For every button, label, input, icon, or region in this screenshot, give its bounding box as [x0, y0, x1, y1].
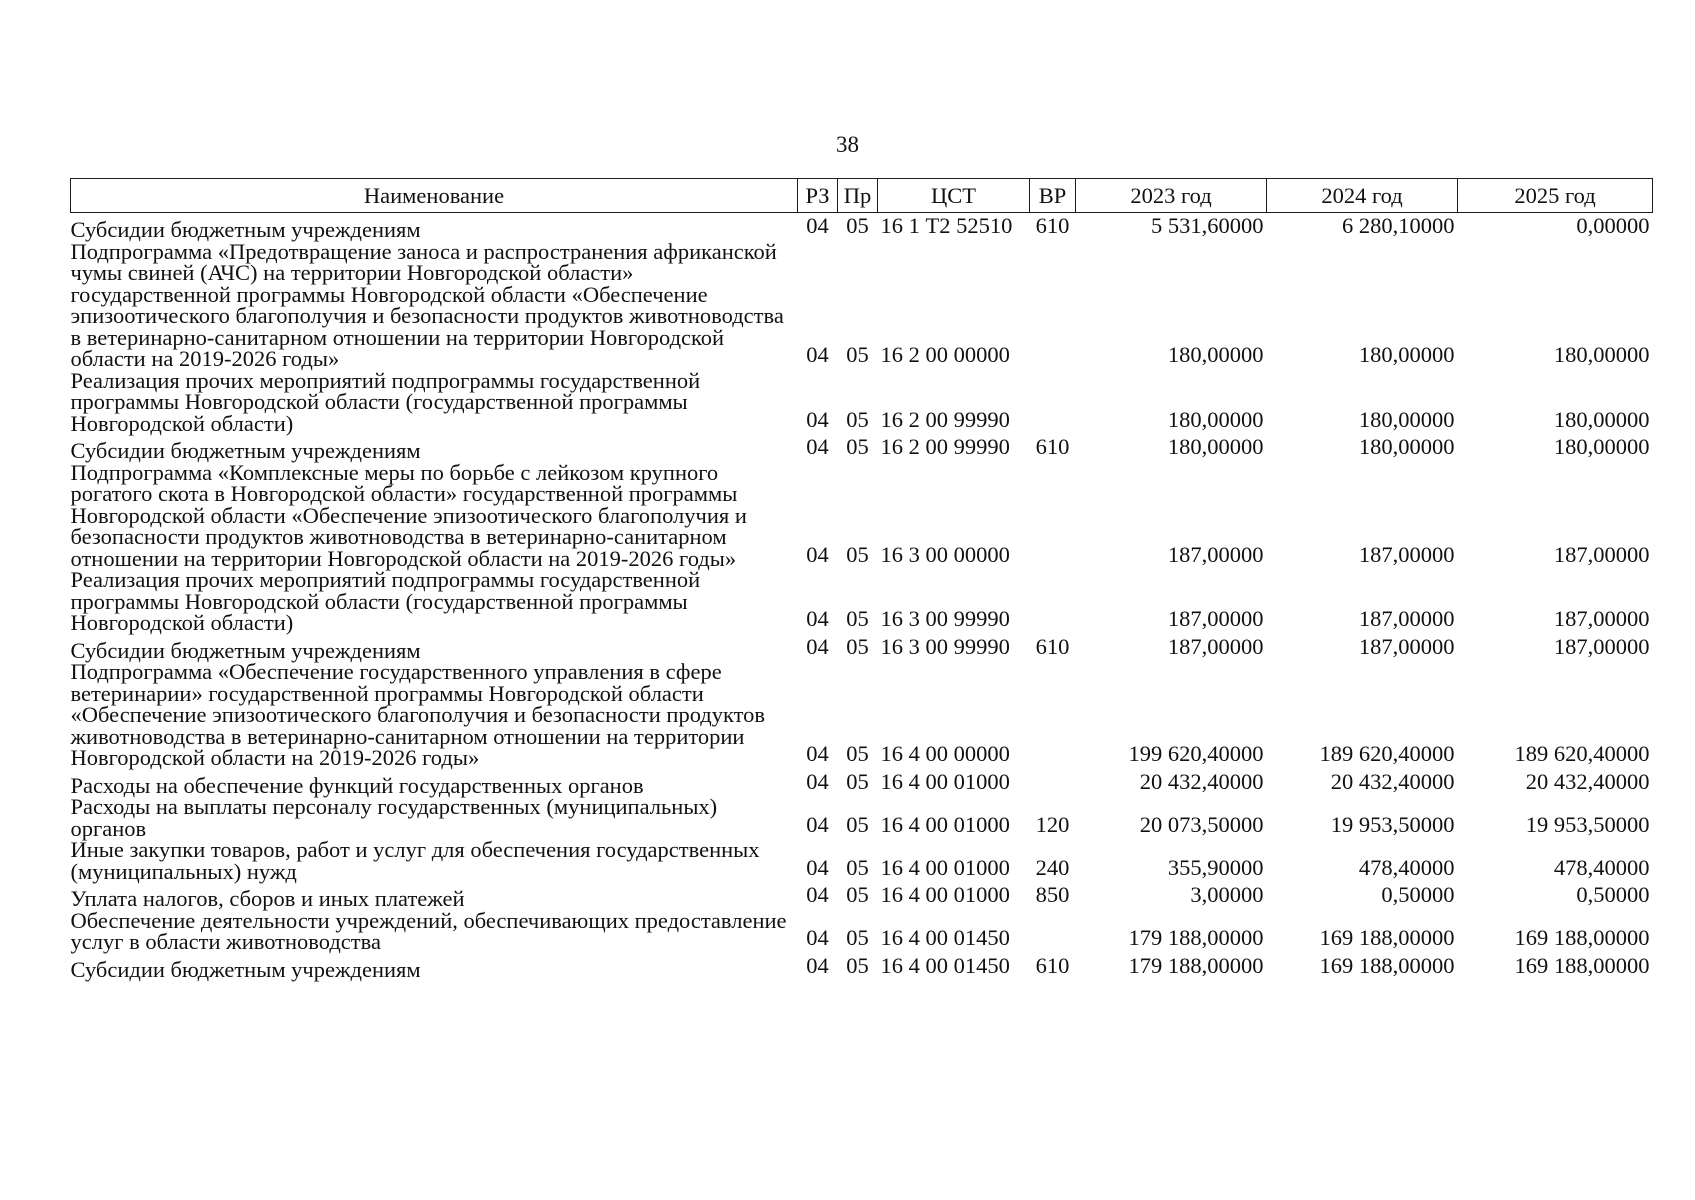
cell-vr — [1030, 569, 1076, 634]
table-row — [71, 634, 1653, 662]
cell-2024: 169 188,00000 — [1319, 925, 1455, 950]
cell-cst: 16 4 00 01450 — [880, 925, 1010, 950]
cell-cst: 16 4 00 01000 — [880, 882, 1010, 907]
cell-pr: 05 — [846, 925, 869, 950]
cell-2023: 180,00000 — [1167, 406, 1264, 432]
cell-2024: 180,00000 — [1358, 406, 1455, 432]
table-row — [71, 769, 1653, 797]
cell-rz: 04 — [806, 434, 829, 459]
cell-rz: 04 — [806, 882, 829, 907]
cell-rz: 04 — [806, 406, 829, 432]
cell-2023: 187,00000 — [1167, 606, 1264, 631]
cell-rz: 04 — [806, 854, 829, 880]
table-row — [71, 241, 1653, 370]
cell-2023: 20 432,40000 — [1139, 768, 1264, 794]
cell-2024: 180,00000 — [1358, 342, 1455, 367]
cell-pr: 05 — [846, 952, 869, 978]
cell-cst: 16 3 00 99990 — [880, 606, 1010, 631]
header-cst: ЦСТ — [878, 179, 1030, 213]
cell-2024: 180,00000 — [1358, 434, 1455, 459]
table-row — [71, 839, 1653, 882]
cell-vr: 610 — [1035, 633, 1070, 659]
cell-2023: 5 531,60000 — [1151, 213, 1264, 238]
cell-2024: 189 620,40000 — [1319, 741, 1455, 766]
cell-cst: 16 4 00 01000 — [880, 811, 1010, 837]
table-row — [71, 569, 1653, 634]
cell-name: Расходы на обеспечение функций государственных органов — [70, 772, 644, 798]
cell-pr: 05 — [846, 541, 869, 567]
table-row — [71, 882, 1653, 910]
cell-pr: 05 — [846, 882, 869, 907]
table-row — [71, 462, 1653, 570]
table-row — [71, 661, 1653, 769]
header-2023: 2023 год — [1076, 179, 1267, 213]
header-name: Наименование — [71, 179, 798, 213]
cell-rz: 04 — [806, 768, 829, 794]
cell-name: Иные закупки товаров, работ и услуг для обеспечения государственных (муниципальных) нужд — [70, 837, 760, 884]
header-rz: РЗ — [798, 179, 838, 213]
cell-2024: 169 188,00000 — [1319, 952, 1455, 978]
cell-cst: 16 1 Т2 52510 — [880, 213, 1013, 238]
cell-vr — [1030, 769, 1076, 797]
header-vr: ВР — [1030, 179, 1076, 213]
cell-name: Субсидии бюджетным учреждениям — [70, 217, 421, 242]
table-header — [71, 179, 1653, 213]
header-2025: 2025 год — [1458, 179, 1653, 213]
cell-vr: 610 — [1035, 213, 1070, 238]
cell-2025: 169 188,00000 — [1514, 952, 1650, 978]
cell-rz: 04 — [806, 213, 829, 238]
cell-2023: 355,90000 — [1167, 854, 1264, 880]
cell-pr: 05 — [846, 768, 869, 794]
cell-cst: 16 4 00 01000 — [880, 854, 1010, 880]
cell-2025: 189 620,40000 — [1514, 741, 1650, 766]
cell-pr: 05 — [846, 606, 869, 631]
cell-2025: 19 953,50000 — [1525, 811, 1650, 837]
cell-name: Подпрограмма «Предотвращение заноса и распространения африканской чумы свиней (АЧС) на территории Новгородской области» государственной программы Новгородской области «Обеспечение эпизоотического благополучия и безопасности продуктов животноводства в ветеринарно-санитарном отношении на территории Новгородской области на 2019-2026 годы» — [70, 238, 784, 371]
cell-pr: 05 — [846, 633, 869, 659]
cell-rz: 04 — [806, 633, 829, 659]
cell-2024: 6 280,10000 — [1342, 213, 1455, 238]
cell-name: Подпрограмма «Обеспечение государственного управления в сфере ветеринарии» государственной программы Новгородской области «Обеспечение эпизоотического благополучия и безопасности продуктов животноводства в ветеринарно-санитарном отношении на территории Новгородской области на 2019-2026 годы» — [70, 659, 766, 770]
table-row — [71, 213, 1653, 241]
cell-pr: 05 — [846, 213, 869, 238]
cell-2025: 169 188,00000 — [1514, 925, 1650, 950]
cell-cst: 16 3 00 00000 — [880, 541, 1010, 567]
cell-2025: 478,40000 — [1553, 854, 1650, 880]
cell-2023: 180,00000 — [1167, 342, 1264, 367]
table-row — [71, 370, 1653, 435]
cell-rz: 04 — [806, 606, 829, 631]
cell-2024: 187,00000 — [1358, 541, 1455, 567]
header-pr: Пр — [838, 179, 878, 213]
cell-cst: 16 3 00 99990 — [880, 633, 1010, 659]
cell-2025: 180,00000 — [1553, 342, 1650, 367]
cell-rz: 04 — [806, 925, 829, 950]
cell-vr — [1030, 910, 1076, 953]
cell-2024: 0,50000 — [1381, 882, 1455, 907]
cell-name: Субсидии бюджетным учреждениям — [70, 956, 421, 982]
cell-2024: 187,00000 — [1358, 606, 1455, 631]
cell-2025: 0,50000 — [1576, 882, 1650, 907]
budget-table — [70, 178, 1653, 980]
cell-vr: 120 — [1035, 811, 1070, 837]
cell-2025: 187,00000 — [1553, 633, 1650, 659]
cell-rz: 04 — [806, 952, 829, 978]
cell-cst: 16 4 00 01450 — [880, 952, 1010, 978]
cell-name: Подпрограмма «Комплексные меры по борьбе с лейкозом крупного рогатого скота в Новгородской области» государственной программы Новгородской области «Обеспечение эпизоотического благополучия и безопасности продуктов животноводства в ветеринарно-санитарном отношении на территории Новгородской области на 2019-2026 годы» — [70, 459, 747, 571]
cell-2023: 187,00000 — [1167, 541, 1264, 567]
cell-vr: 850 — [1035, 882, 1070, 907]
header-row — [71, 179, 1653, 213]
cell-2023: 199 620,40000 — [1128, 741, 1264, 766]
cell-2025: 180,00000 — [1553, 434, 1650, 459]
cell-2024: 478,40000 — [1358, 854, 1455, 880]
header-2024: 2024 год — [1267, 179, 1458, 213]
cell-2024: 187,00000 — [1358, 633, 1455, 659]
table-row — [71, 953, 1653, 981]
cell-vr — [1030, 370, 1076, 435]
cell-pr: 05 — [846, 434, 869, 459]
cell-2023: 20 073,50000 — [1139, 811, 1264, 837]
page-number: 38 — [836, 132, 859, 157]
cell-vr — [1030, 241, 1076, 370]
cell-2024: 20 432,40000 — [1330, 768, 1455, 794]
table-body — [71, 213, 1653, 981]
cell-2023: 179 188,00000 — [1128, 952, 1264, 978]
cell-pr: 05 — [846, 854, 869, 880]
cell-2023: 179 188,00000 — [1128, 925, 1264, 950]
cell-cst: 16 2 00 99990 — [880, 434, 1010, 459]
table-row — [71, 796, 1653, 839]
table-row — [71, 910, 1653, 953]
cell-vr — [1030, 462, 1076, 570]
cell-2025: 0,00000 — [1576, 213, 1650, 238]
cell-pr: 05 — [846, 811, 869, 837]
cell-cst: 16 4 00 00000 — [880, 741, 1010, 766]
cell-pr: 05 — [846, 741, 869, 766]
cell-name: Расходы на выплаты персоналу государственных (муниципальных) органов — [70, 794, 718, 841]
cell-name: Реализация прочих мероприятий подпрограммы государственной программы Новгородской области (государственной программы Новгородской области) — [70, 367, 701, 436]
cell-name: Обеспечение деятельности учреждений, обеспечивающих предоставление услуг в области животноводства — [70, 907, 787, 954]
cell-2025: 187,00000 — [1553, 606, 1650, 631]
cell-2025: 187,00000 — [1553, 541, 1650, 567]
cell-name: Уплата налогов, сборов и иных платежей — [70, 886, 465, 911]
cell-rz: 04 — [806, 342, 829, 367]
cell-name: Реализация прочих мероприятий подпрограммы государственной программы Новгородской области (государственной программы Новгородской области) — [70, 567, 701, 635]
cell-rz: 04 — [806, 741, 829, 766]
cell-cst: 16 2 00 00000 — [880, 342, 1010, 367]
cell-2025: 20 432,40000 — [1525, 768, 1650, 794]
cell-name: Субсидии бюджетным учреждениям — [70, 637, 421, 663]
cell-vr — [1030, 661, 1076, 769]
cell-vr: 240 — [1035, 854, 1070, 880]
cell-pr: 05 — [846, 406, 869, 432]
cell-2024: 19 953,50000 — [1330, 811, 1455, 837]
cell-vr: 610 — [1035, 434, 1070, 459]
cell-2023: 180,00000 — [1167, 434, 1264, 459]
cell-2025: 180,00000 — [1553, 406, 1650, 432]
cell-2023: 3,00000 — [1190, 882, 1264, 907]
table-row — [71, 434, 1653, 462]
cell-pr: 05 — [846, 342, 869, 367]
cell-rz: 04 — [806, 811, 829, 837]
cell-cst: 16 2 00 99990 — [880, 406, 1010, 432]
cell-vr: 610 — [1035, 952, 1070, 978]
cell-name: Субсидии бюджетным учреждениям — [70, 438, 421, 463]
cell-cst: 16 4 00 01000 — [880, 768, 1010, 794]
cell-2023: 187,00000 — [1167, 633, 1264, 659]
cell-rz: 04 — [806, 541, 829, 567]
